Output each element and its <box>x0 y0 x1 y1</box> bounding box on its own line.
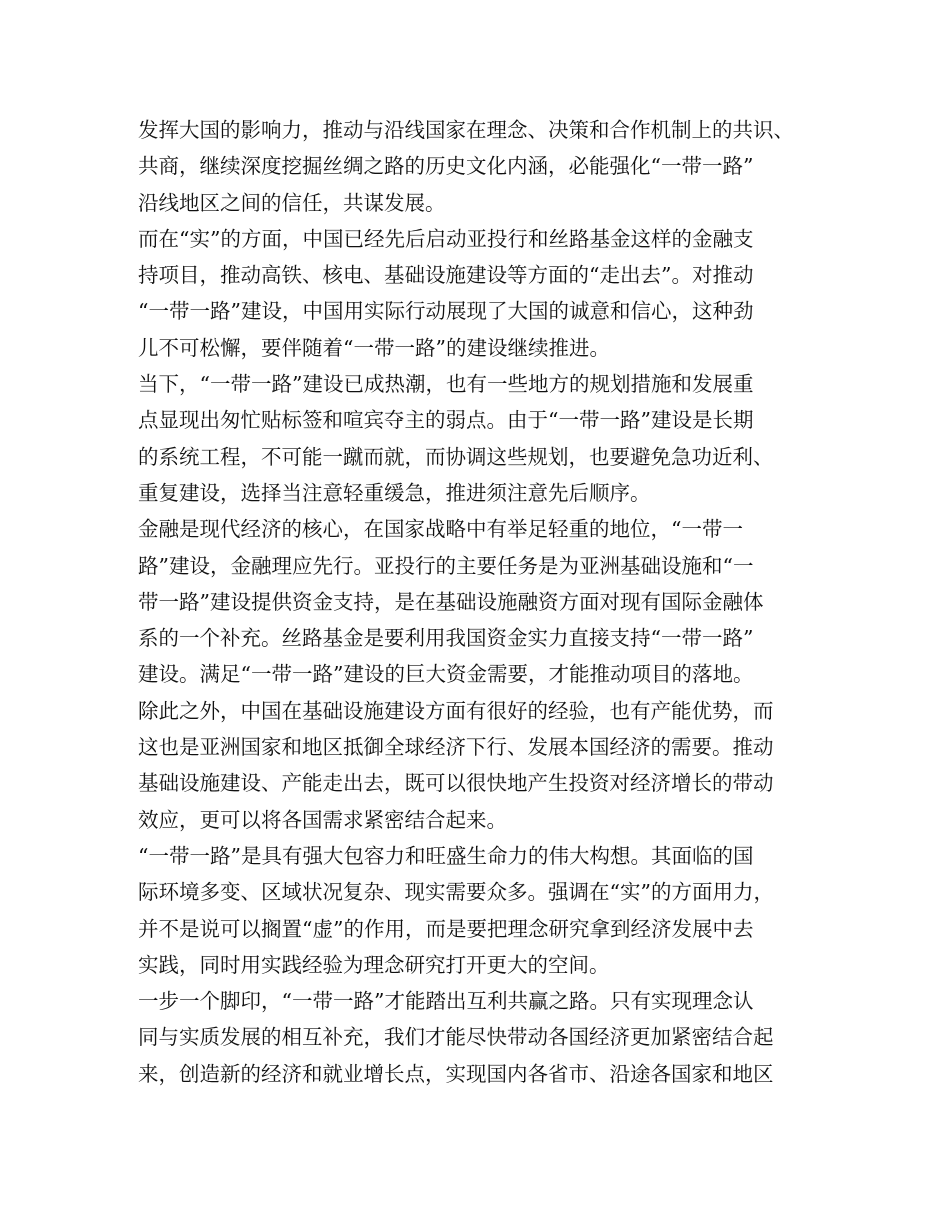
text-line: 并不是说可以搁置“虚”的作用，而是要把理念研究拿到经济发展中去 <box>138 916 754 941</box>
text-line: 重复建设，选择当注意轻重缓急，推进须注意先后顺序。 <box>138 480 651 505</box>
text-line: 儿不可松懈，要伴随着“一带一路”的建设继续推进。 <box>138 335 610 360</box>
text-line: “一带一路”建设，中国用实际行动展现了大国的诚意和信心，这种劲 <box>138 299 754 324</box>
document-body <box>138 112 818 1092</box>
text-line: 际环境多变、区域状况复杂、现实需要众多。强调在“实”的方面用力， <box>138 880 774 905</box>
text-line: 的系统工程，不可能一蹴而就，而协调这些规划，也要避免急功近利、 <box>138 444 774 469</box>
text-line: 而在“实”的方面，中国已经先后启动亚投行和丝路基金这样的金融支 <box>138 226 754 251</box>
text-line: 实践，同时用实践经验为理念研究打开更大的空间。 <box>138 952 610 977</box>
text-line: 带一路”建设提供资金支持，是在基础设施融资方面对现有国际金融体 <box>138 589 764 614</box>
text-line: 来，创造新的经济和就业增长点，实现国内各省市、沿途各国家和地区 <box>138 1061 774 1086</box>
text-line: 持项目，推动高铁、核电、基础设施建设等方面的“走出去”。对推动 <box>138 263 754 288</box>
text-line: 建设。满足“一带一路”建设的巨大资金需要，才能推动项目的落地。 <box>138 662 754 687</box>
text-line: 金融是现代经济的核心，在国家战略中有举足轻重的地位，“一带一 <box>138 517 743 542</box>
text-line: 除此之外，中国在基础设施建设方面有很好的经验，也有产能优势，而 <box>138 698 774 723</box>
text-line: 发挥大国的影响力，推动与沿线国家在理念、决策和合作机制上的共识、 <box>138 118 794 142</box>
text-line: 同与实质发展的相互补充，我们才能尽快带动各国经济更加紧密结合起 <box>138 1025 774 1050</box>
text-line: 基础设施建设、产能走出去，既可以很快地产生投资对经济增长的带动 <box>138 771 774 796</box>
text-line: 点显现出匆忙贴标签和喧宾夺主的弱点。由于“一带一路”建设是长期 <box>138 408 754 433</box>
text-line: 路”建设，金融理应先行。亚投行的主要任务是为亚洲基础设施和“一 <box>138 553 754 578</box>
text-line: 效应，更可以将各国需求紧密结合起来。 <box>138 807 507 832</box>
text-line: 沿线地区之间的信任，共谋发展。 <box>138 190 446 215</box>
text-line: 系的一个补充。丝路基金是要利用我国资金实力直接支持“一带一路” <box>138 626 754 651</box>
text-line: “一带一路”是具有强大包容力和旺盛生命力的伟大构想。其面临的国 <box>138 843 754 868</box>
text-line: 这也是亚洲国家和地区抵御全球经济下行、发展本国经济的需要。推动 <box>138 735 774 760</box>
text-line: 共商，继续深度挖掘丝绸之路的历史文化内涵，必能强化“一带一路” <box>138 154 754 179</box>
text-line: 一步一个脚印，“一带一路”才能踏出互利共赢之路。只有实现理念认 <box>138 989 754 1014</box>
text-line: 当下，“一带一路”建设已成热潮，也有一些地方的规划措施和发展重 <box>138 372 754 397</box>
